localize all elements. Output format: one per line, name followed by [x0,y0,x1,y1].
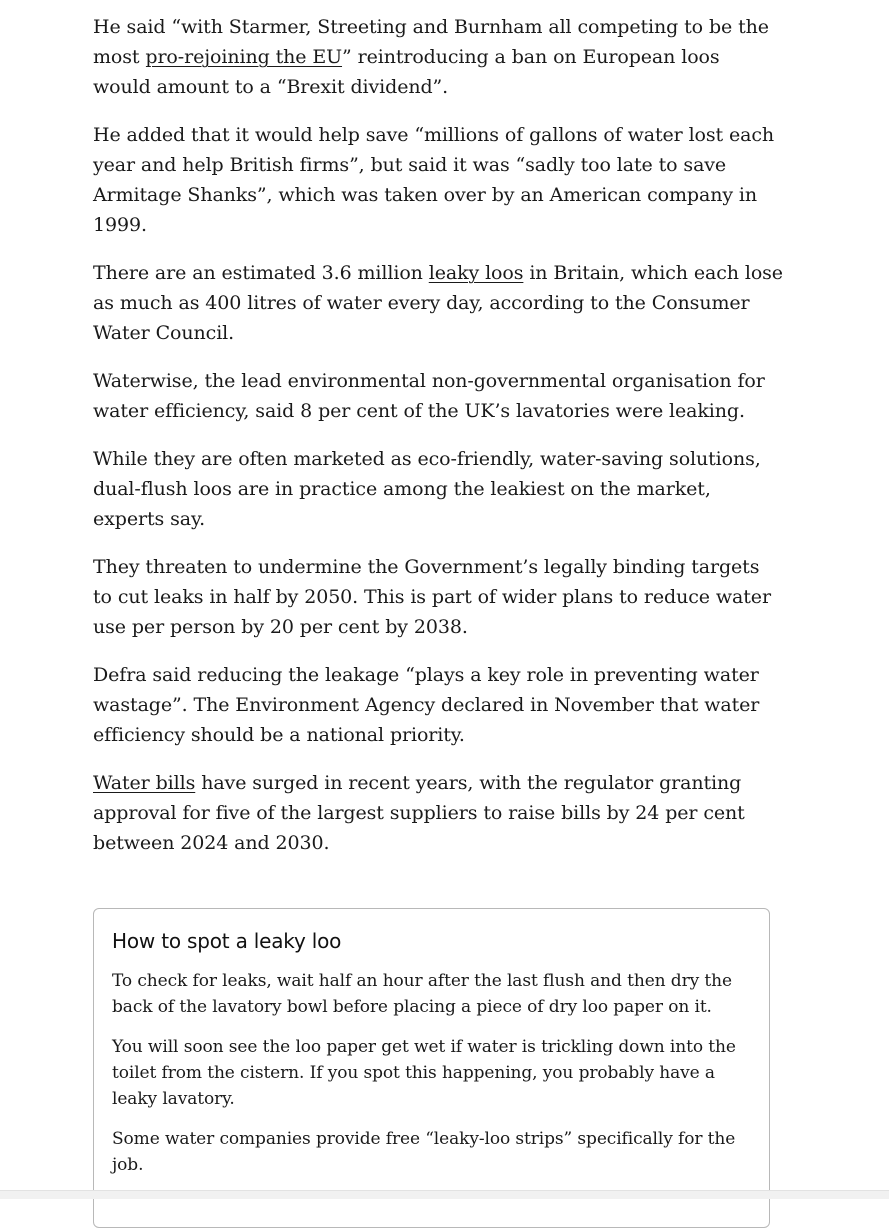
article-paragraph: He added that it would help save “millions of gallons of water lost each year and help British firms”, but said it was “sadly too late to save Armitage Shanks”, which was taken over by an American company in 1999. [93,124,775,236]
factbox-paragraph: To check for leaks, wait half an hour after the last flush and then dry the back of the lavatory bowl before placing a piece of dry loo paper on it. [112,971,732,1017]
factbox-paragraph: Some water companies provide free “leaky-loo strips” specifically for the job. [112,1129,736,1175]
bottom-bar [0,1190,889,1199]
article-paragraph: They threaten to undermine the Government’s legally binding targets to cut leaks in half by 2050. This is part of wider plans to reduce water use per person by 20 per cent by 2038. [93,556,771,638]
article-paragraph [93,258,783,348]
factbox-paragraph: You will soon see the loo paper get wet if water is trickling down into the toilet from the cistern. If you spot this happening, you probably have a leaky lavatory. [112,1037,736,1109]
paragraph-text: in Britain, which each lose as much as 400 litres of water every day, according to the Consumer Water Council. [93,262,783,344]
article-paragraph [93,12,783,102]
article-body [93,12,783,876]
link-leaky-loos[interactable]: leaky loos [428,262,524,284]
article-paragraph: Defra said reducing the leakage “plays a key role in preventing water wastage”. The Environment Agency declared in November that water efficiency should be a national priority. [93,664,760,746]
paragraph-text: There are an estimated 3.6 million [93,262,429,284]
factbox-leaky-loo [93,908,770,1228]
factbox-title: How to spot a leaky loo [112,929,342,953]
paragraph-text: ” reintroducing a ban on European loos would amount to a “Brexit dividend”. [93,46,720,98]
paragraph-text: He said “with Starmer, Streeting and Burnham all competing to be the most [93,16,769,68]
link-water-bills[interactable]: Water bills [93,772,196,794]
paragraph-text: have surged in recent years, with the regulator granting approval for five of the largest suppliers to raise bills by 24 per cent between 2024 and 2030. [93,772,745,854]
article-paragraph [93,768,783,858]
link-pro-rejoining-the-eu[interactable]: pro-rejoining the EU [145,46,343,68]
article-paragraph: While they are often marketed as eco-friendly, water-saving solutions, dual-flush loos are in practice among the leakiest on the market, experts say. [93,448,761,530]
article-paragraph: Waterwise, the lead environmental non-governmental organisation for water efficiency, said 8 per cent of the UK’s lavatories were leaking. [93,370,765,422]
